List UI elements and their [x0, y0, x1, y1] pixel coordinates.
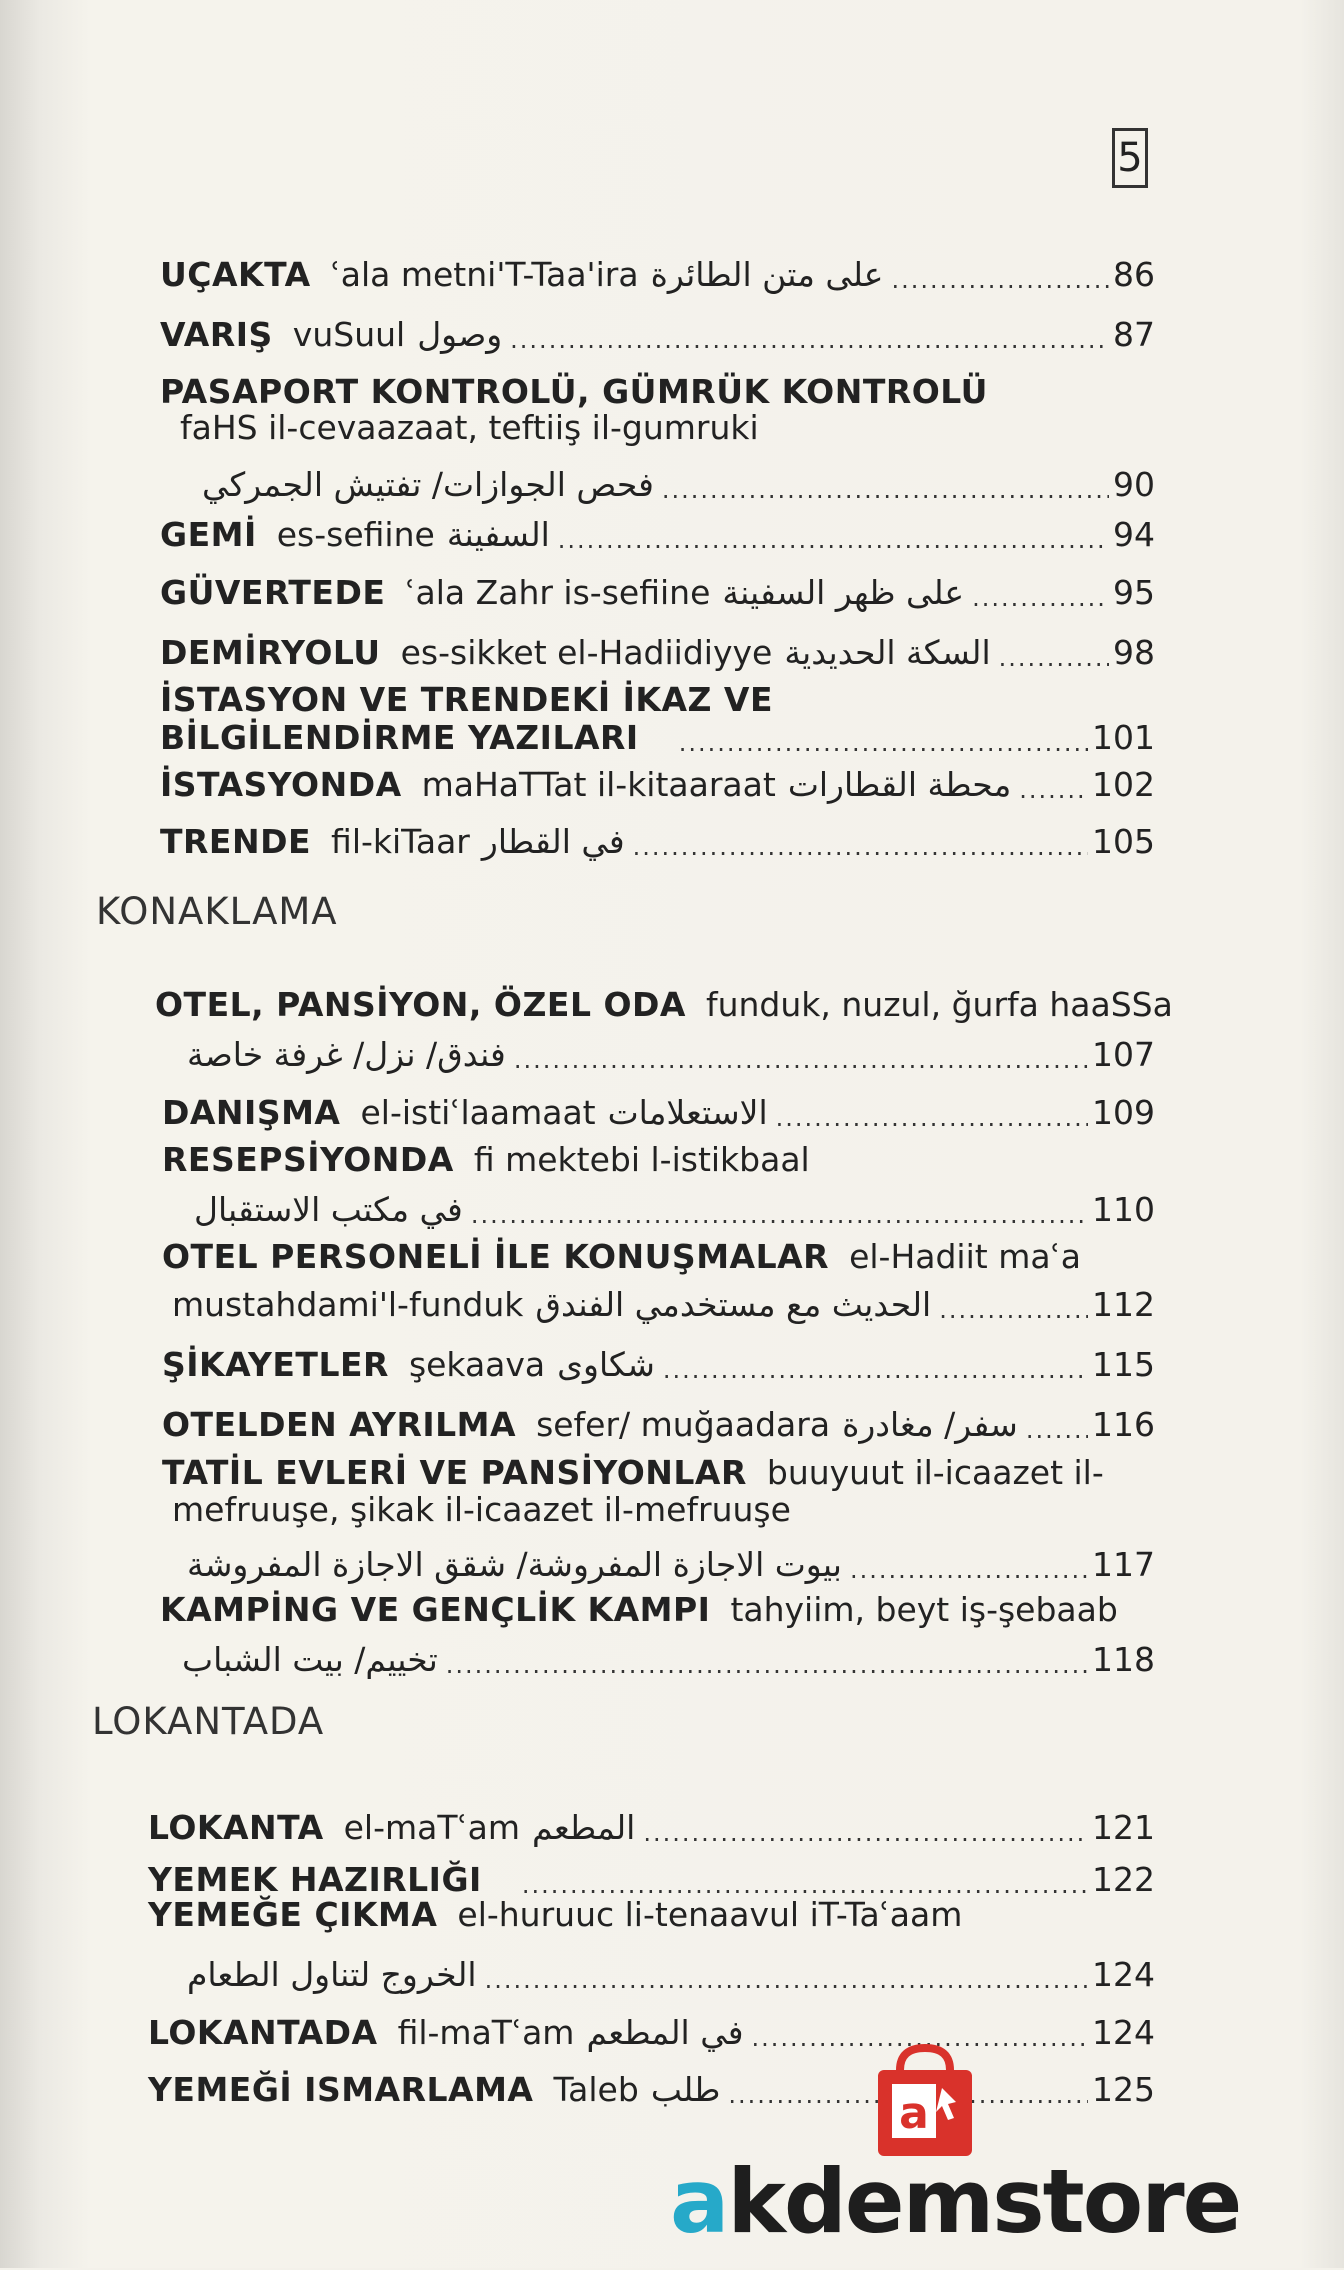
toc-heading: YEMEĞE ÇIKMA	[148, 1895, 438, 1934]
toc-transliteration: es-sikket el-Hadiidiyye	[400, 633, 773, 672]
toc-page-number: 117	[1092, 1545, 1155, 1584]
toc-heading: YEMEĞİ ISMARLAMA	[148, 2070, 534, 2109]
toc-row	[152, 1490, 807, 1529]
leader-dots	[850, 1556, 1088, 1584]
toc-page-number: 109	[1092, 1093, 1155, 1132]
toc-row	[148, 1808, 1155, 1847]
toc-heading: OTEL, PANSİYON, ÖZEL ODA	[155, 985, 686, 1024]
toc-page-number: 101	[1092, 718, 1155, 757]
toc-page-number: 112	[1092, 1285, 1155, 1324]
toc-row	[162, 1453, 1120, 1492]
toc-page-number: 122	[1092, 1860, 1155, 1899]
logo-badge-letter: a	[899, 2088, 929, 2139]
toc-row	[155, 1545, 1155, 1584]
leader-dots	[514, 1046, 1088, 1074]
leader-dots	[939, 1296, 1088, 1324]
toc-row	[160, 372, 1024, 411]
toc-arabic: في المطعم	[586, 2013, 744, 2052]
toc-transliteration: Taleb	[553, 2070, 639, 2109]
toc-transliteration: faHS il-cevaazaat, teftiiş il-gumruki	[180, 408, 759, 447]
toc-arabic: محطة القطارات	[787, 765, 1012, 804]
toc-row	[148, 1860, 1155, 1899]
toc-heading: KAMPİNG VE GENÇLİK KAMPI	[160, 1590, 711, 1629]
toc-arabic: طلب	[650, 2070, 721, 2109]
toc-transliteration: mefruuşe, şikak il-icaazet il-mefruuşe	[172, 1490, 791, 1529]
toc-heading: GÜVERTEDE	[160, 573, 386, 612]
toc-transliteration: fil-kiTaar	[331, 822, 470, 861]
toc-heading: TRENDE	[160, 822, 312, 861]
toc-page-number: 116	[1092, 1405, 1155, 1444]
toc-row	[160, 408, 775, 447]
toc-arabic: السفينة	[446, 515, 550, 554]
toc-heading: TATİL EVLERİ VE PANSİYONLAR	[162, 1453, 747, 1492]
leader-dots	[633, 833, 1088, 861]
toc-row	[162, 1093, 1155, 1132]
toc-heading: GEMİ	[160, 515, 257, 554]
leader-dots	[485, 1966, 1088, 1994]
toc-heading: İSTASYONDA	[160, 765, 402, 804]
leader-dots	[1026, 1416, 1088, 1444]
toc-row	[170, 465, 1155, 504]
toc-row	[160, 765, 1155, 804]
toc-heading: YEMEK HAZIRLIĞI	[148, 1860, 482, 1899]
toc-page-number: 94	[1113, 515, 1155, 554]
toc-page-number: 87	[1113, 315, 1155, 354]
toc-heading: DEMİRYOLU	[160, 633, 381, 672]
toc-heading: OTELDEN AYRILMA	[162, 1405, 517, 1444]
leader-dots	[891, 266, 1109, 294]
toc-heading: PASAPORT KONTROLÜ, GÜMRÜK KONTROLÜ	[160, 372, 988, 411]
logo-wordmark-rest: kdemstore	[727, 2150, 1241, 2253]
toc-row	[160, 573, 1155, 612]
toc-row	[148, 1895, 978, 1934]
toc-page-number: 105	[1092, 822, 1155, 861]
toc-transliteration: el-Hadiit maʿa	[849, 1237, 1081, 1276]
toc-transliteration: ʿala Zahr is-sefiine	[405, 573, 711, 612]
toc-page-number: 124	[1092, 2013, 1155, 2052]
logo-wordmark-a: a	[670, 2150, 728, 2253]
toc-row	[160, 255, 1155, 294]
toc-page-number: 125	[1092, 2070, 1155, 2109]
toc-heading: VARIŞ	[160, 315, 273, 354]
toc-page-number: 98	[1113, 633, 1155, 672]
toc-page-number: 115	[1092, 1345, 1155, 1384]
toc-page-number: 107	[1092, 1035, 1155, 1074]
toc-arabic: تخييم/ بيت الشباب	[182, 1640, 438, 1679]
toc-page-number: 118	[1092, 1640, 1155, 1679]
toc-page-number: 102	[1092, 765, 1155, 804]
toc-transliteration: el-istiʿlaamaat	[360, 1093, 596, 1132]
toc-row	[155, 985, 1189, 1024]
toc-row	[160, 822, 1155, 861]
toc-transliteration: sefer/ muğaadara	[536, 1405, 831, 1444]
toc-transliteration: es-sefiine	[276, 515, 435, 554]
toc-transliteration: buuyuut il-icaazet il-	[766, 1453, 1104, 1492]
toc-heading: İSTASYON VE TRENDEKİ İKAZ VE	[160, 680, 773, 719]
toc-page-number: 110	[1092, 1190, 1155, 1229]
shopping-bag-icon	[870, 2040, 980, 2160]
toc-heading: LOKANTADA	[148, 2013, 378, 2052]
toc-arabic: فحص الجوازات/ تفتيش الجمركي	[202, 465, 654, 504]
section-heading-lokantada: LOKANTADA	[92, 1700, 325, 1743]
store-logo	[670, 2040, 1241, 2270]
toc-transliteration: el-maTʿam	[343, 1808, 521, 1847]
leader-dots	[776, 1104, 1088, 1132]
toc-arabic: في مكتب الاستقبال	[194, 1190, 463, 1229]
toc-heading: UÇAKTA	[160, 255, 311, 294]
toc-transliteration: vuSuul	[292, 315, 406, 354]
toc-arabic: شكاوى	[557, 1345, 655, 1384]
toc-row	[160, 1590, 1134, 1629]
toc-page-number: 90	[1113, 465, 1155, 504]
toc-transliteration: funduk, nuzul, ğurfa haaSSa	[705, 985, 1173, 1024]
toc-row	[160, 315, 1155, 354]
toc-arabic: المطعم	[532, 1808, 636, 1847]
toc-transliteration: fi mektebi l-istikbaal	[473, 1140, 810, 1179]
toc-page-number: 124	[1092, 1955, 1155, 1994]
toc-arabic: الحديث مع مستخدمي الفندق	[535, 1285, 932, 1324]
leader-dots	[663, 1356, 1088, 1384]
leader-dots	[999, 644, 1109, 672]
toc-arabic: وصول	[417, 315, 503, 354]
logo-wordmark	[670, 2150, 1241, 2253]
leader-dots	[558, 526, 1109, 554]
toc-heading: BİLGİLENDİRME YAZILARI	[160, 718, 639, 757]
toc-arabic: الخروج لتناول الطعام	[187, 1955, 477, 1994]
toc-heading: LOKANTA	[148, 1808, 324, 1847]
toc-row	[162, 1405, 1155, 1444]
leader-dots	[662, 476, 1109, 504]
toc-transliteration: fil-maTʿam	[397, 2013, 575, 2052]
toc-row	[150, 1640, 1155, 1679]
toc-row	[160, 718, 1155, 757]
toc-heading: ŞİKAYETLER	[162, 1345, 389, 1384]
toc-page-number: 121	[1092, 1808, 1155, 1847]
toc-transliteration: şekaava	[408, 1345, 546, 1384]
toc-row	[162, 1345, 1155, 1384]
toc-arabic: الاستعلامات	[607, 1093, 768, 1132]
toc-heading: DANIŞMA	[162, 1093, 341, 1132]
toc-transliteration: mustahdami'l-funduk	[172, 1285, 524, 1324]
toc-transliteration: el-huruuc li-tenaavul iT-Taʿaam	[457, 1895, 963, 1934]
toc-heading: RESEPSİYONDA	[162, 1140, 454, 1179]
toc-heading: OTEL PERSONELİ İLE KONUŞMALAR	[162, 1237, 830, 1276]
toc-transliteration: ʿala metni'T-Taa'ira	[330, 255, 639, 294]
toc-row	[160, 515, 1155, 554]
leader-dots	[679, 729, 1088, 757]
toc-transliteration: maHaTTat il-kitaaraat	[421, 765, 776, 804]
toc-arabic: على ظهر السفينة	[722, 573, 965, 612]
toc-arabic: سفر/ مغادرة	[842, 1405, 1018, 1444]
section-heading-konaklama: KONAKLAMA	[96, 890, 338, 933]
toc-page-number: 86	[1113, 255, 1155, 294]
toc-arabic: السكة الحديدية	[784, 633, 991, 672]
toc-page-number: 95	[1113, 573, 1155, 612]
toc-row	[160, 633, 1155, 672]
leader-dots	[446, 1651, 1088, 1679]
toc-row	[160, 680, 809, 719]
toc-arabic: بيوت الاجازة المفروشة/ شقق الاجازة المفروشة	[187, 1545, 842, 1584]
leader-dots	[1019, 776, 1088, 804]
leader-dots	[643, 1819, 1088, 1847]
toc-row	[155, 1035, 1155, 1074]
leader-dots	[471, 1201, 1088, 1229]
toc-row	[152, 1285, 1155, 1324]
leader-dots	[510, 326, 1109, 354]
toc-arabic: في القطار	[481, 822, 625, 861]
toc-arabic: فندق/ نزل/ غرفة خاصة	[187, 1035, 506, 1074]
toc-row	[162, 1140, 826, 1179]
page-number: 5	[1112, 128, 1148, 188]
leader-dots	[972, 584, 1109, 612]
toc-arabic: على متن الطائرة	[650, 255, 884, 294]
toc-row	[162, 1237, 1097, 1276]
toc-row	[162, 1190, 1155, 1229]
toc-transliteration: tahyiim, beyt iş-şebaab	[730, 1590, 1118, 1629]
toc-row	[155, 1955, 1155, 1994]
